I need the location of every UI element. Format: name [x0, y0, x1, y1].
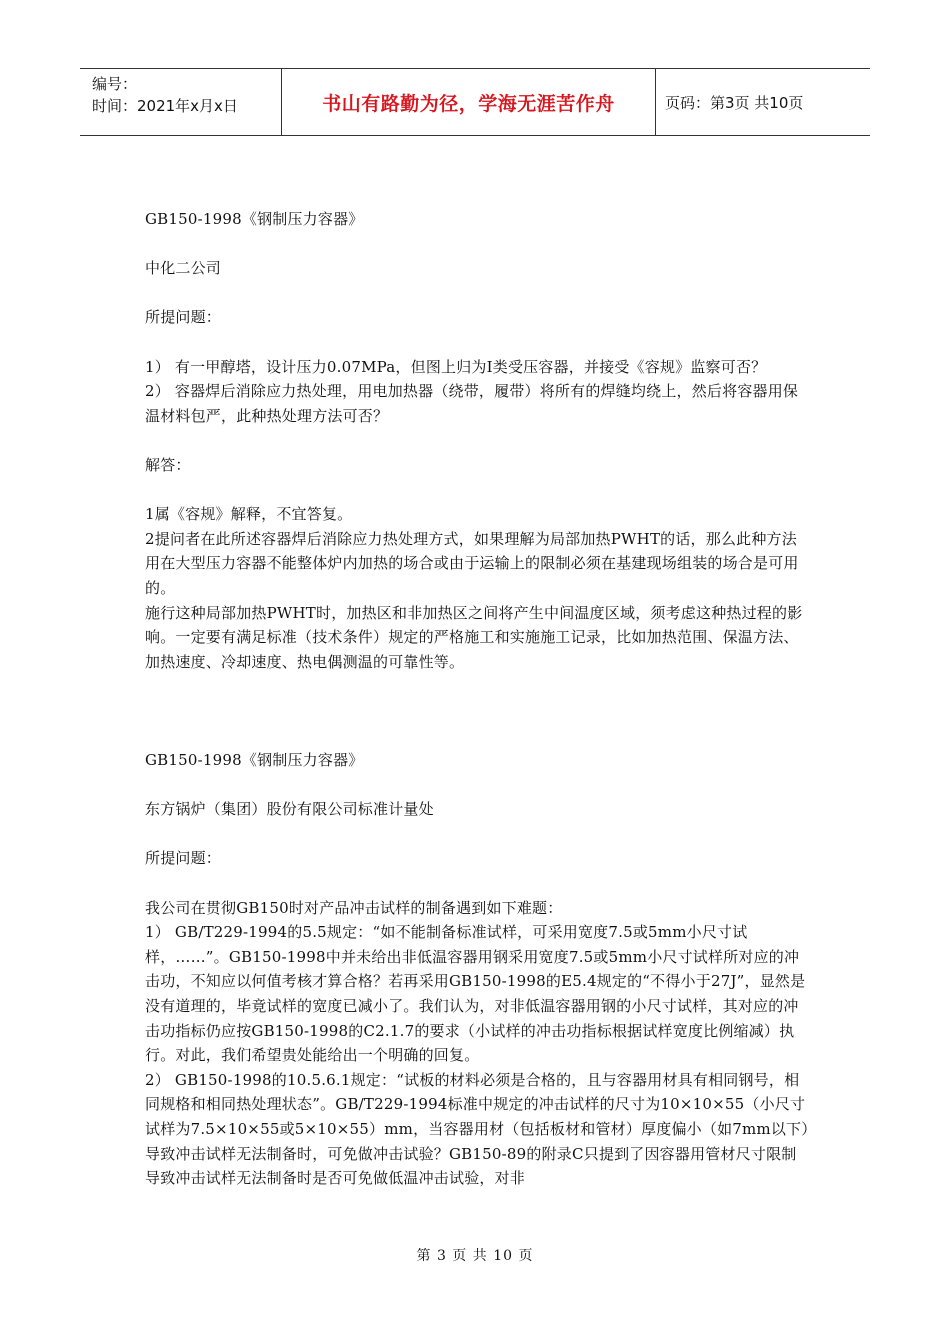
- document-body: [145, 207, 810, 1191]
- section-title: GB150-1998《钢制压力容器》: [145, 210, 364, 228]
- page-header: [80, 68, 870, 136]
- document-number-label: 编号：: [92, 75, 138, 93]
- header-page-number: 页码：第3页 共10页: [665, 93, 804, 112]
- question-intro: 我公司在贯彻GB150时对产品冲击试样的制备遇到如下难题：: [145, 898, 563, 917]
- section-title: GB150-1998《钢制压力容器》: [145, 751, 364, 770]
- question-heading: 所提问题：: [145, 849, 222, 868]
- header-motto: 书山有路勤为径，学海无涯苦作舟: [282, 69, 656, 135]
- answer-paragraph: 施行这种局部加热PWHT时，加热区和非加热区之间将产生中间温度区域，须考虑这种热过程的影响。一定要有满足标准（技术条件）规定的严格施工和实施施工记录，比如加热范围、保温方法、加热速度、冷却速度、热电偶测温的可靠性等。: [145, 603, 803, 671]
- organization-name: 东方锅炉（集团）股份有限公司标准计量处: [145, 800, 434, 819]
- page-footer: 第 3 页 共 10 页: [416, 1248, 534, 1264]
- question-item: 1） GB/T229-1994的5.5规定：“如不能制备标准试样，可采用宽度7.5或5mm小尺寸试样，……”。GB150-1998中并未给出非低温容器用钢采用宽度7.5或5mm小尺寸试样所对应的冲击功，不知应以何值考核才算合格？若再采用GB150-1998的E5.4规定的“不得小于27J”，显然是没有道理的，毕竟试样的宽度已减小了。我们认为，对非低温容器用钢的小尺寸试样，其对应的冲击功指标仍应按GB150-1998的C2.1.7的要求（小试样的冲击功指标根据试样宽度比例缩减）执行。对此，我们希望贵处能给出一个明确的回复。: [145, 923, 806, 1065]
- answer-paragraph: 2提问者在此所述容器焊后消除应力热处理方式，如果理解为局部加热PWHT的话，那么此种方法用在大型压力容器不能整体炉内加热的场合或由于运输上的限制必须在基建现场组装的场合是可用的。: [145, 529, 799, 597]
- answer-heading: 解答：: [145, 455, 191, 474]
- question-heading: 所提问题：: [145, 308, 222, 327]
- header-meta: [80, 69, 282, 135]
- question-item: 2） GB150-1998的10.5.6.1规定：“试板的材料必须是合格的，且与容器用材具有相同钢号，相同规格和相同热处理状态”。GB/T229-1994标准中规定的冲击试样的尺寸为10×10×55（小尺寸试样为7.5×10×55或5×10×55）mm，当容器用材（包括板材和管材）厚度偏小（如7mm以下）导致冲击试样无法制备时，可免做冲击试验？GB150-89的附录C只提到了因容器用管材尺寸限制导致冲击试样无法制备时是否可免做低温冲击试验，对非: [145, 1070, 809, 1188]
- question-item: 1） 有一甲醇塔，设计压力0.07MPa，但图上归为Ⅰ类受压容器，并接受《容规》监察可否？: [145, 357, 767, 376]
- organization-name: 中化二公司: [145, 259, 222, 278]
- document-date-label: 时间：2021年x月x日: [92, 97, 238, 115]
- question-item: 2） 容器焊后消除应力热处理，用电加热器（绕带，履带）将所有的焊缝均绕上，然后将容器用保温材料包严，此种热处理方法可否？: [145, 382, 799, 425]
- answer-paragraph: 1属《容规》解释，不宜答复。: [145, 505, 353, 524]
